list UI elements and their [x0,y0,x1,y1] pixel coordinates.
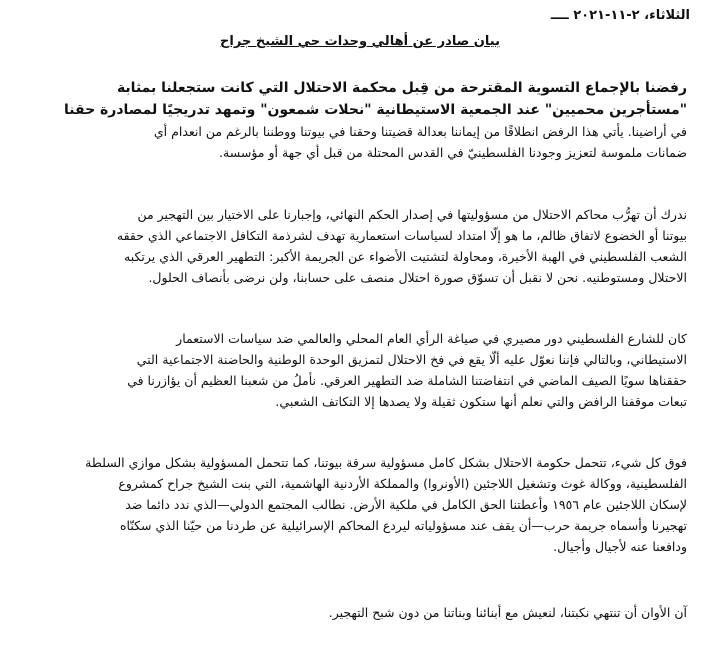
paragraph-line: ضمانات ملموسة لتعزيز وجودنا الفلسطينيّ في القدس المحتلة من قبل أي جهة أو مؤسسة. [219,145,687,160]
paragraph-line: في أراضينا. يأتي هذا الرفض انطلاقًا من إيماننا بعدالة قضيتنا وحقنا في بيوتنا ووطننا بالرغم من انعدام أي [153,124,687,139]
paragraph-line: حققناها سويًا الصيف الماضي في انتفاضتنا الشاملة ضد التطهير العرقي. نأملُ من شعبنا العظيم أن يؤازرنا في [127,373,687,388]
paragraph-line: تهجيرنا وأسماه جريمة حرب—أن يقف عند مسؤولياته ليردع المحاكم الإسرائيلية عن طردنا من حيّنا الذي سكنّاه [119,518,687,533]
paragraph-1 [32,77,687,163]
paragraph-2 [32,204,687,288]
paragraph-line: ودافعنا عنه لأجيال وأجيال. [553,539,687,554]
paragraph-line: "مستأجرين محميين" عند الجمعية الاستيطانية "نحلات شمعون" وتمهد تدريجيًا لمصادرة حقنا [64,102,687,118]
paragraph-line: كان للشارع الفلسطيني دور مصيري في صياغة الرأي العام المحلي والعالمي ضد سياسات الاستعمار [176,331,687,346]
paragraph-line: الاستيطاني، وبالتالي فإننا نعوّل عليه ألّا يقع في فخ الاحتلال لتمزيق الوحدة الوطنية والحاضنة الاجتماعية التي [136,352,687,367]
paragraph-line: رفضنا بالإجماع التسوية المقترحة من قِبل محكمة الاحتلال التي كانت ستجعلنا بمثابة [116,80,687,96]
paragraph-line: آن الأوان أن تنتهي نكبتنا، لنعيش مع أبنائنا وبناتنا من دون شبح التهجير. [328,605,687,620]
paragraph-4 [32,452,687,557]
paragraph-line: لإسكان اللاجئين عام ١٩٥٦ وأعطتنا الحق الكامل في ملكية الأرض. نطالب المجتمع الدولي—الذي ندد دائما ضد [125,497,687,512]
paragraph-line: بيوتنا أو الخضوع لاتفاق ظالم، ما هو إلّا امتداد لسياسات استعمارية تهدف لشرذمة التكافل الاجتماعي الذي حققه [116,228,687,243]
paragraph-5 [32,602,687,623]
statement-title: بيان صادر عن أهالي وحدات حي الشيخ جراح [220,34,500,49]
paragraph-line: الشعب الفلسطيني في الهبة الأخيرة، ومحاولة لتشتيت الأضواء عن الجريمة الأكبر: التطهير العرقي الذي يرتكبه [124,249,687,264]
paragraph-line: ندرك أن تهرُّب محاكم الاحتلال من مسؤوليتها في إصدار الحكم النهائي، وإجبارنا على الاختيار بين التهجير من [137,207,687,222]
paragraph-line: تبعات موقفنا الرافض والتي نعلم أنها ستكون ثقيلة ولا يصدها إلا التكاتف الشعبي. [275,394,687,409]
paragraph-line: الاحتلال ومستوطنيه. نحن لا نقبل أن تسوّق صورة احتلال منصف على حسابنا، ولن نرضى بأنصاف الحلول. [148,270,687,285]
paragraph-line: الفلسطينية، ووكالة غوث وتشغيل اللاجئين (الأونروا) والمملكة الأردنية الهاشمية، التي بنت الشيخ جراح كمشروع [118,476,687,491]
statement-date: الثلاثاء، ٢-١١-٢٠٢١ ــــ [550,8,690,23]
paragraph-3 [32,328,687,412]
paragraph-line: فوق كل شيء، تتحمل حكومة الاحتلال بشكل كامل مسؤولية سرقة بيوتنا، كما تتحمل المسؤولية بشكل موازي السلطة [85,455,687,470]
